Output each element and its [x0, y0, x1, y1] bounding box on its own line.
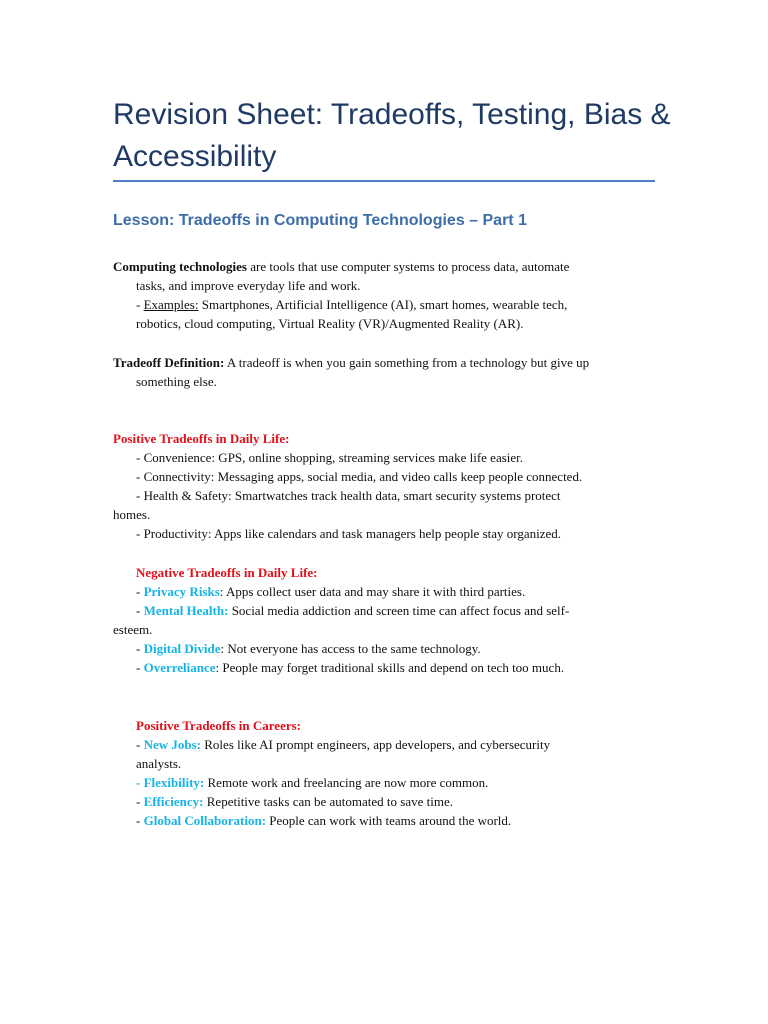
- intro-line-1: Computing technologies are tools that use computer systems to process data, automate: [113, 259, 570, 274]
- examples-line-2: robotics, cloud computing, Virtual Reality (VR)/Augmented Reality (AR).: [136, 316, 524, 331]
- list-item: - New Jobs: Roles like AI prompt engineers, app developers, and cybersecurity: [136, 737, 551, 752]
- term-label: Overreliance: [143, 660, 216, 675]
- positive-careers-heading: Positive Tradeoffs in Careers:: [136, 718, 301, 733]
- definition-term: Tradeoff Definition:: [113, 355, 225, 370]
- term-label: Mental Health:: [143, 603, 229, 618]
- examples-line-1: - Examples: Smartphones, Artificial Intelligence (AI), smart homes, wearable tech,: [136, 297, 568, 312]
- positive-daily-heading: Positive Tradeoffs in Daily Life:: [113, 431, 290, 446]
- term-label: Flexibility:: [143, 775, 205, 790]
- list-item: - Efficiency: Repetitive tasks can be automated to save time.: [136, 794, 453, 809]
- intro-term: Computing technologies: [113, 259, 247, 274]
- intro-line-2: tasks, and improve everyday life and work.: [136, 278, 361, 293]
- list-item: - Overreliance: People may forget traditional skills and depend on tech too much.: [136, 660, 565, 675]
- list-item: - Health & Safety: Smartwatches track health data, smart security systems protect: [136, 488, 561, 503]
- list-item: - Global Collaboration: People can work with teams around the world.: [136, 813, 512, 828]
- title-underline: [113, 180, 655, 182]
- list-item: - Flexibility: Remote work and freelancing are now more common.: [136, 775, 489, 790]
- examples-label: Examples:: [143, 297, 199, 312]
- list-item-continuation: esteem.: [113, 622, 153, 637]
- definition-line-2: something else.: [136, 374, 217, 389]
- list-item: - Mental Health: Social media addiction and screen time can affect focus and self-: [136, 603, 570, 618]
- term-label: Global Collaboration:: [143, 813, 267, 828]
- list-item: - Convenience: GPS, online shopping, streaming services make life easier.: [136, 450, 524, 465]
- list-item: - Digital Divide: Not everyone has access to the same technology.: [136, 641, 481, 656]
- lesson-heading: Lesson: Tradeoffs in Computing Technologies – Part 1: [113, 212, 527, 229]
- list-item: - Productivity: Apps like calendars and task managers help people stay organized.: [136, 526, 562, 541]
- term-label: Digital Divide: [143, 641, 221, 656]
- term-label: Privacy Risks: [143, 584, 220, 599]
- negative-daily-heading: Negative Tradeoffs in Daily Life:: [136, 565, 318, 580]
- term-label: Efficiency:: [143, 794, 204, 809]
- list-item: - Privacy Risks: Apps collect user data and may share it with third parties.: [136, 584, 526, 599]
- list-item-continuation: homes.: [113, 507, 151, 522]
- term-label: New Jobs:: [143, 737, 202, 752]
- list-item: - Connectivity: Messaging apps, social media, and video calls keep people connected.: [136, 469, 583, 484]
- page-title: Revision Sheet: Tradeoffs, Testing, Bias & Accessibility: [113, 98, 671, 173]
- list-item-continuation: analysts.: [136, 756, 182, 771]
- definition-line-1: Tradeoff Definition: A tradeoff is when you gain something from a technology but give up: [113, 355, 590, 370]
